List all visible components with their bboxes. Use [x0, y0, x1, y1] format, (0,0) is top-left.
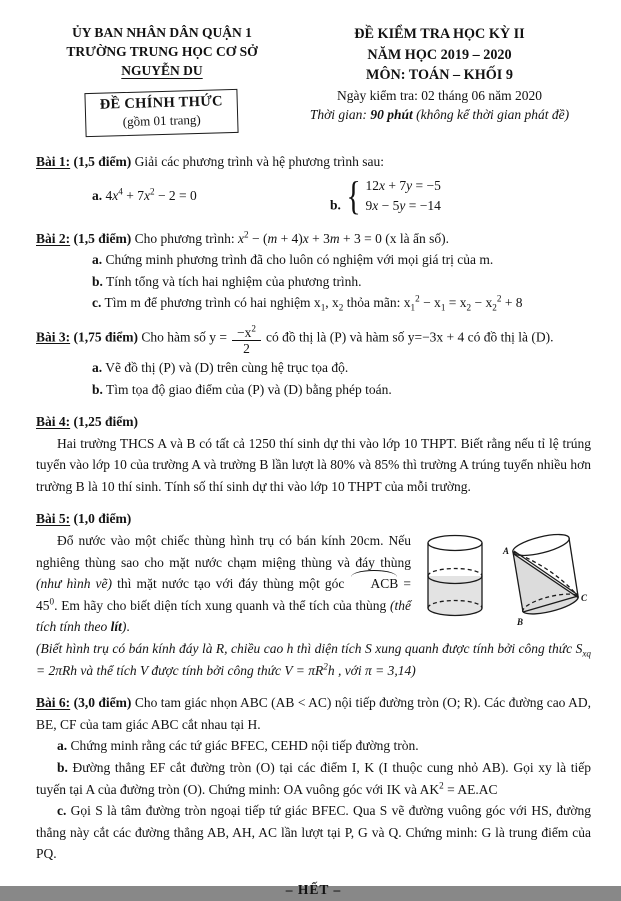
item-3a-label: a.: [92, 359, 103, 375]
problem-2: [36, 228, 591, 314]
item-3b-text: Tìm tọa độ giao điểm của (P) và (D) bằng phép toán.: [106, 381, 392, 397]
problem-1b: [330, 173, 441, 219]
org-name: ỦY BAN NHÂN DÂN QUẬN 1: [72, 25, 252, 40]
problem-1-points: (1,5 điểm): [73, 154, 132, 170]
problem-5-note: (Biết hình trụ có bán kính đáy là R, chiều cao h thì diện tích S xung quanh được tính bởi công thức $S_{xq} = 2\pi Rh$ và thể tích V được tính bởi công thức $V = \pi R^2h$ , với π = 3,14): [36, 641, 591, 678]
problem-1-equations: [92, 173, 591, 219]
problem-3: [36, 325, 591, 400]
problem-4-label: Bài 4:: [36, 414, 71, 430]
problem-1-heading: [36, 151, 591, 173]
problem-6-label: Bài 6:: [36, 695, 71, 711]
item-6a-text: Chứng minh rằng các tứ giác BFEC, CEHD nội tiếp đường tròn.: [70, 738, 419, 754]
item-2b-label: b.: [92, 273, 103, 289]
problem-2-heading: [36, 228, 591, 250]
item-6a-label: a.: [57, 738, 68, 754]
problem-2c: [92, 292, 591, 314]
school-name-line1: TRƯỜNG TRUNG HỌC CƠ SỞ: [66, 43, 258, 59]
problem-5-body: Đổ nước vào một chiếc thùng hình trụ có bán kính 20cm. Nếu nghiêng thùng sao cho mặt nước chạm miệng thùng và đáy thùng (như hình vẽ) thì mặt nước tạo với đáy thùng một góc ACB = $45^0$. Em hãy cho biết diện tích xung quanh và thể tích của thùng (thể tích tính theo lít).: [36, 533, 412, 635]
figure-label-c: C: [581, 593, 588, 604]
system-equation-2: 9x − 5y = −14: [365, 198, 441, 214]
problem-3b: [92, 379, 591, 401]
cylinder-figure: [419, 532, 591, 628]
item-2b-text: Tính tổng và tích hai nghiệm của phương trình.: [106, 273, 362, 289]
problem-4: [36, 411, 591, 497]
item-6c-label: c.: [57, 803, 67, 819]
item-3b-label: b.: [92, 381, 103, 397]
problem-5-heading: [36, 508, 591, 530]
problem-6-points: (3,0 điểm): [73, 695, 132, 711]
problem-2-label: Bài 2:: [36, 230, 71, 246]
item-1a-label: a.: [92, 188, 103, 204]
figure-label-a: A: [503, 546, 510, 557]
item-6b-label: b.: [57, 760, 68, 775]
problem-6c: [36, 800, 591, 865]
problem-3a: [92, 357, 591, 379]
item-2c-label: c.: [92, 295, 102, 311]
problem-6-heading: [36, 692, 591, 735]
fraction-denominator: 2: [243, 341, 250, 357]
problem-6-intro: Cho tam giác nhọn ABC (AB < AC) nội tiếp đường tròn (O; R). Các đường cao AD, BE, CF của tam giác ABC cắt nhau tại H.: [36, 695, 591, 732]
system-equation-1: 12x + 7y = −5: [365, 178, 441, 193]
stamp-title: ĐỀ CHÍNH THỨC: [99, 92, 224, 113]
item-1b-label: b.: [330, 197, 341, 213]
problem-3-label: Bài 3:: [36, 329, 71, 345]
problem-3-heading: [36, 325, 591, 357]
figure-label-b: B: [517, 617, 524, 628]
end-marker: – HẾT –: [285, 881, 342, 897]
stamp-subtitle: (gồm 01 trang): [123, 111, 202, 129]
problem-3-intro-post: có đồ thị là (P) và hàm số y=−3x + 4 có đồ thị là (D).: [265, 329, 554, 345]
system-equations: [365, 176, 440, 217]
item-2c-text: Tìm m để phương trình có hai nghiệm $x_1$, $x_2$ thỏa mãn: $x_1^2 - x_1 = x_2 - x_2^2 + 8$: [104, 293, 523, 313]
problem-4-body: Hai trường THCS A và B có tất cả 1250 thí sinh dự thi vào lớp 10 THPT. Biết rằng nếu tỉ lệ trúng tuyển vào lớp 10 của trường A và trường B lần lượt là 80% và 85% thì trường A trúng tuyển nhiều hơn trường B là 10 thí sinh. Tính số thí sinh dự thi vào lớp 10 THPT của mỗi trường.: [36, 435, 591, 494]
equation-1a: $4x^4 + 7x^2 - 2 = 0$: [105, 186, 197, 204]
problem-1-intro: Giải các phương trình và hệ phương trình sau:: [134, 154, 384, 170]
item-2a-text: Chứng minh phương trình đã cho luôn có nghiệm với mọi giá trị của m.: [105, 252, 494, 268]
exam-title: ĐỀ KIỂM TRA HỌC KỲ II: [354, 26, 525, 42]
exam-duration: Thời gian: 90 phút (không kể thời gian phát đề): [309, 107, 570, 123]
problem-5-points: (1,0 điểm): [73, 511, 132, 527]
subject-grade: MÔN: TOÁN – KHỐI 9: [366, 67, 513, 84]
cylinder-figure-svg: [419, 532, 591, 628]
problem-6a: [36, 735, 591, 757]
fraction-numerator: $-x^2$: [232, 325, 261, 342]
equation-system-1b: [344, 173, 441, 219]
item-6b-text: Đường thẳng EF cắt đường tròn (O) tại các điểm I, K (I thuộc cung nhỏ AB). Gọi xy là tiếp tuyến tại A của đường tròn (O). Chứng minh: OA vuông góc với IK và $AK^2 = AE.AC$: [36, 760, 592, 797]
item-3a-text: Vẽ đồ thị (P) và (D) trên cùng hệ trục tọa độ.: [105, 359, 349, 375]
header-right: [288, 24, 591, 134]
problem-5: [36, 508, 591, 681]
problem-2a: [92, 249, 591, 271]
problem-6: [36, 692, 591, 865]
problem-3-intro-pre: Cho hàm số y =: [141, 329, 228, 345]
problem-2-points: (1,5 điểm): [73, 230, 132, 246]
problem-1a: [92, 185, 330, 207]
system-brace: {: [346, 173, 362, 219]
item-2a-label: a.: [92, 252, 103, 268]
page-header: [36, 24, 591, 134]
school-year: NĂM HỌC 2019 – 2020: [367, 46, 512, 63]
problem-3-points: (1,75 điểm): [73, 329, 139, 345]
item-6c-text: Gọi S là tâm đường tròn ngoại tiếp tứ giác BFEC. Qua S vẽ đường vuông góc với HS, đường thẳng này cắt các đường thẳng AB, AH, AC lần lượt tại P, G và Q. Chứng minh: G là trung điểm của PQ.: [36, 803, 591, 862]
exam-date: Ngày kiểm tra: 02 tháng 06 năm 2020: [336, 87, 543, 103]
problem-4-heading: [36, 411, 591, 433]
problem-1-label: Bài 1:: [36, 154, 71, 170]
official-exam-stamp: [85, 89, 239, 137]
problem-5-label: Bài 5:: [36, 511, 71, 527]
school-name-line2: NGUYỄN DU: [121, 62, 203, 78]
problem-6b: [36, 757, 591, 800]
problem-4-points: (1,25 điểm): [73, 414, 139, 430]
problem-1: [36, 151, 591, 219]
problem-2-intro: Cho phương trình: $x^2 - (m + 4)x + 3m + 3 = 0$ (x là ẩn số).: [134, 229, 450, 246]
problem-2b: [92, 271, 591, 293]
header-left: [36, 24, 288, 134]
fraction: [232, 325, 261, 357]
